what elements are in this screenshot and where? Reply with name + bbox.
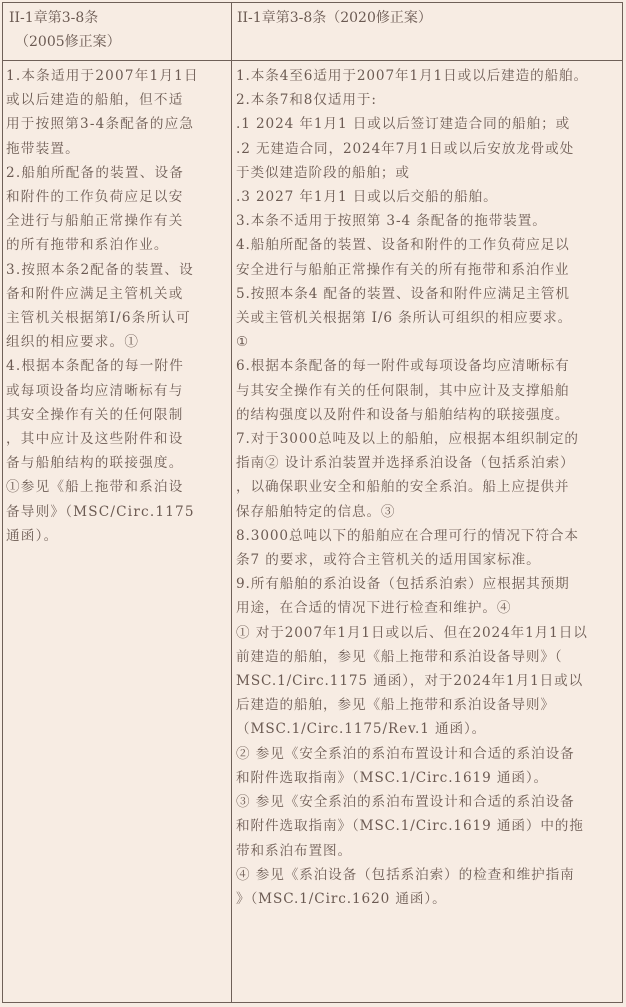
right-column-line: 指南② 设计系泊装置并选择系泊设备（包括系泊索） — [236, 455, 575, 472]
left-column-line: 其安全操作有关的任何限制 — [6, 406, 184, 423]
right-column-line: 的结构强度以及附件和设备与船舶结构的联接强度。 — [236, 406, 570, 423]
left-column-line: 1.本条适用于2007年1月1日 — [6, 68, 199, 84]
right-column-line: 条7 的要求，或符合主管机关的适用国家标准。 — [236, 552, 541, 569]
right-column-line: 2.本条7和8仅适用于: — [236, 92, 377, 109]
right-column-line: ，以确保职业安全和船舶的安全系泊。船上应提供并 — [236, 479, 570, 496]
right-column-line: .2 无建造合同，2024年7月1日或以后安放龙骨或处 — [236, 140, 575, 157]
right-column-line: 5.按照本条4 配备的装置、设备和附件应满足主管机 — [236, 285, 570, 302]
left-column-line: 或每项设备均应清晰标有与 — [6, 382, 184, 399]
right-column-line: ③ 参见《安全系泊的系泊布置设计和合适的系泊设备 — [236, 794, 575, 811]
left-column-line: 的所有拖带和系泊作业。 — [6, 237, 169, 254]
left-column-line: 拖带装置。 — [6, 140, 80, 157]
right-column-text — [236, 64, 620, 911]
right-column-line: 和附件选取指南》（MSC.1/Circ.1619 通函）中的拖 — [236, 818, 584, 835]
left-column-line: 通函）。 — [6, 527, 59, 544]
right-column-line: 保存船舶特定的信息。③ — [236, 503, 396, 520]
right-header-title: II-1章第3-8条（2020修正案） — [237, 10, 432, 26]
left-column-line: 组织的相应要求。① — [6, 334, 140, 351]
right-column-line: 关或主管机关根据第 I/6 条所认可组织的相应要求。 — [236, 310, 573, 327]
right-column-line: 带和系泊布置图。 — [236, 842, 352, 859]
comparison-table — [2, 2, 623, 1003]
right-column-line: 和附件选取指南》（MSC.1/Circ.1619 通函）。 — [236, 769, 549, 786]
right-column-line: 于类似建造阶段的船舶；或 — [236, 164, 410, 181]
right-column-line: （MSC.1/Circ.1175/Rev.1 通函）。 — [236, 721, 487, 738]
left-column-line: 用于按照第3-4条配备的应急 — [6, 116, 195, 133]
left-column-line: 3.按照本条2配备的装置、设 — [6, 261, 194, 278]
right-column-line: 4.船舶所配备的装置、设备和附件的工作负荷应足以 — [236, 237, 570, 254]
right-column-line: 后建造的船舶，参见《船上拖带和系泊设备导则》 — [236, 697, 555, 714]
left-column-line: 全进行与船舶正常操作有关 — [6, 213, 184, 230]
left-column-line: 主管机关根据第I/6条所认可 — [6, 310, 191, 327]
left-column-line: ①参见《船上拖带和系泊设 — [6, 479, 184, 496]
left-column-line: 或以后建造的船舶，但不适 — [6, 92, 184, 109]
right-column-line: 与其安全操作有关的任何限制，其中应计及支撑船舶 — [236, 382, 570, 399]
left-header-subtitle: （2005修正案） — [15, 34, 121, 50]
right-column-line: 3.本条不适用于按照第 3-4 条配备的拖带装置。 — [236, 213, 547, 230]
left-column-line: 备导则》（MSC/Circ.1175 — [6, 503, 195, 520]
right-column-line: 用途，在合适的情况下进行检查和维护。④ — [236, 600, 512, 617]
right-column-line: ④ 参见《系泊设备（包括系泊索）的检查和维护指南 — [236, 866, 575, 883]
right-column-line: 安全进行与船舶正常操作有关的所有拖带和系泊作业 — [236, 261, 570, 278]
right-column-line: .3 2027 年1月1 日或以后交船的船舶。 — [236, 189, 498, 206]
right-column-line: 6.根据本条配备的每一附件或每项设备均应清晰标有 — [236, 358, 570, 375]
right-column-line: .1 2024 年1月1 日或以后签订建造合同的船舶；或 — [236, 116, 571, 133]
right-column-line: 9.所有船舶的系泊设备（包括系泊索）应根据其预期 — [236, 576, 570, 593]
right-column-line: 7.对于3000总吨及以上的船舶，应根据本组织制定的 — [236, 431, 579, 448]
left-column-line: ，其中应计及这些附件和设 — [6, 431, 184, 448]
left-column-line: 备和附件应满足主管机关或 — [6, 285, 184, 302]
right-column-line: 前建造的船舶，参见《船上拖带和系泊设备导则》（ — [236, 648, 563, 665]
left-column-line: 和附件的工作负荷应足以安 — [6, 189, 184, 206]
right-column-line: ① 对于2007年1月1日或以后、但在2024年1月1日以 — [236, 624, 588, 641]
column-divider — [231, 3, 232, 1002]
left-column-line: 2.船舶所配备的装置、设备 — [6, 164, 185, 181]
left-column-line: 4.根据本条配备的每一附件 — [6, 358, 185, 375]
right-column-line: 8.3000总吨以下的船舶应在合理可行的情况下符合本 — [236, 527, 579, 544]
right-column-line: ① — [236, 334, 250, 351]
left-column-text — [6, 64, 228, 548]
header-divider — [3, 60, 622, 61]
right-column-line: 1.本条4至6适用于2007年1月1日或以后建造的船舶。 — [236, 68, 589, 84]
right-column-line: ② 参见《安全系泊的系泊布置设计和合适的系泊设备 — [236, 745, 575, 762]
right-column-line: 》（MSC.1/Circ.1620 通函）。 — [236, 890, 447, 907]
left-column-line: 备与船舶结构的联接强度。 — [6, 455, 184, 472]
left-header-title: II-1章第3-8条 — [9, 10, 99, 26]
right-column-line: MSC.1/Circ.1175 通函），对于2024年1月1日或以 — [236, 673, 584, 690]
